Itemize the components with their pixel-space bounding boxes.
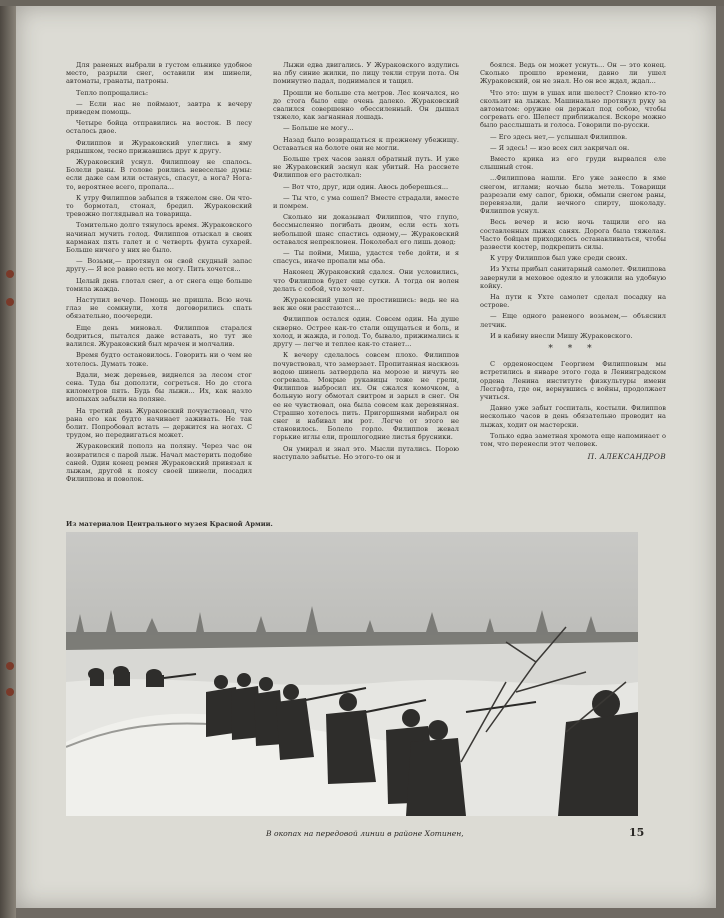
article-paragraph: — Ты пойми, Миша, удастся тебе дойти, и я спасусь, иначе пропали мы оба. [273, 249, 459, 266]
article-paragraph: Наступил вечер. Помощь не пришла. Всю ночь глаз не сомкнули, хотя договорились спать обязательно, поочереди. [66, 296, 252, 321]
article-paragraph: Томительно долго тянулось время. Жураковского начинал мучить голод. Филиппов отыскал в своих карманах пять галет и с четверть фунта сухарей. Больше ничего у них не было. [66, 221, 252, 255]
article-paragraph: Весь вечер и всю ночь тащили его на составленных лыжах санях. Дорога была тяжелая. Часто бойцам приходилось останавливаться, чтобы развести костер, подкрепить силы. [480, 218, 666, 252]
article-paragraph: боялся. Ведь он может уснуть... Он — это конец. Сколько прошло времени, давно ли ушел Жураковский, он не знал. Но он все ждал, ждал... [480, 61, 666, 86]
article-paragraph: Что это: шум в ушах или шелест? Словно кто-то скользит на лыжах. Машинально протянул руку за автоматом: оружие он держал под собою, чтобы согревать его. Шелест приближался. Вскоре можно было расслышать и голоса. Говорили по-русски. [480, 88, 666, 130]
article-paragraph: — Ты что, с ума сошел? Вместе страдали, вместе и помрем. [273, 193, 459, 211]
photo-source-credit: Из материалов Центрального музея Красной Армии. [66, 520, 273, 528]
article-paragraph: Для раненых выбрали в густом ельнике удобное место, разрыли снег, оставили им шинели, автоматы, гранаты, патроны. [66, 61, 252, 86]
article-paragraph: К вечеру сделалось совсем плохо. Филиппов почувствовал, что замерзает. Пропитанная насквозь водою шинель затвердела на морозе и ничуть не согревала. Мокрые рукавицы тоже не грели, Филиппов выбросил их. Он сжался комочком, а больную ногу обмотал свитром и зарыл в снег. Он ее не чувствовал, она была совсем как деревянная. Страшно хотелось пить. Пригоршнями набирал он снег и набивал им рот. Легче от этого не становилось. Болело горло. Филиппов жевал горькие иглы ели, прошлогодние листья брусники. [273, 351, 459, 442]
article-paragraph: — Его здесь нет,— услышал Филиппов. [490, 132, 628, 141]
article-paragraph: — Еще одного раненого возьмем,— объяснил летчик. [480, 312, 666, 329]
epilogue-text [480, 360, 666, 448]
article-paragraph: На третий день Жураковский почувствовал, что рана его как будто начинает заживать. Не так болит. Попробовал встать — держится на ногах. С трудом, но передвигаться может. [66, 406, 252, 440]
article-paragraph: Жураковский ушел не простившись: ведь не на век же они расстаются... [273, 296, 459, 313]
page-number: 15 [629, 826, 645, 839]
article-paragraph: Четыре бойца отправились на восток. В лесу осталось двое. [66, 119, 252, 136]
article-paragraph: ...Филиппова нашли. Его уже занесло в яме снегом, иглами; ночью была метель. Товарищи разрезали ему сапог, брюки, обмыли снегом раны, перевязали, дали нечного спирту, шоколаду. Филиппов уснул. [480, 174, 666, 216]
article-paragraph: Лыжи едва двигались. У Жураковского вздулись на лбу синие жилки, по лицу текли струи пота. Он поминутно падал, поднимался и тащил. [273, 61, 459, 86]
magazine-page [16, 6, 716, 908]
article-paragraph: Филиппов и Жураковский улеглись в яму рядышком, тесно прижавшись друг к другу. [66, 138, 252, 155]
article-paragraph: Целый день глотал снег, а от снега еще больше томила жажда. [66, 276, 252, 293]
article-paragraph: Сколько ни доказывал Филиппов, что глупо, бессмысленно погибать двоим, если есть хоть небольшой шанс спастись одному,— Жураковский оставался непреклонен. Поколебал его лишь довод: [273, 213, 459, 246]
article-paragraph: — Я здесь! — изо всех сил закричал он. [490, 143, 630, 152]
photo-caption: В окопах на передовой линии в районе Хотинен, [266, 829, 464, 838]
article-paragraph: Назад было возвращаться к прежнему убежищу. Оставаться на болоте они не могли. [273, 135, 459, 152]
article-paragraph: Жураковский пополз на поляну. Через час он возвратился с парой лыж. Начал мастерить подобие саней. Один конец ремня Жураковский привязал к лыжам, другой к поясу своей шинели, посадил Филиппова и поволок. [66, 442, 252, 484]
staple-hole [6, 662, 14, 670]
article-column-2 [273, 61, 459, 516]
author-signature: П. АЛЕКСАНДРОВ [587, 452, 666, 462]
article-paragraph: Он умирал и знал это. Мысли путались. Порою наступало забытье. Но этого-то он и [273, 444, 459, 461]
article-column-3 [480, 61, 666, 516]
article-paragraph: Вместо крика из его груди вырвался еле слышный стон. [480, 155, 666, 172]
trench-photo-illustration [66, 532, 638, 816]
article-paragraph: Филиппов остался один. Совсем один. На душе скверно. Острее как-то стали ощущаться и боль, и холод, и жажда, и голод. То, бывало, прижимались к другу — легче и теплее как-то станет... [273, 315, 459, 349]
article-paragraph: С орденоносцем Георгием Филипповым мы встретились в январе этого года в Ленинградском ордена Ленина институте физкультуры имени Лесгафта, где он, вернувшись с войны, продолжает учиться. [480, 360, 666, 401]
article-paragraph: К утру Филиппов был уже среди своих. [490, 254, 628, 263]
article-paragraph: — Больше не могу... [283, 124, 354, 133]
war-photograph [66, 532, 638, 816]
staple-hole [6, 688, 14, 696]
article-paragraph: Время будто остановилось. Говорить ни о чем не хотелось. Думать тоже. [66, 351, 252, 368]
article-paragraph: На пути к Ухте самолет сделал посадку на острове. [480, 293, 666, 310]
article-paragraph: Только едва заметная хромота еще напоминает о том, что перенесли этот человек. [480, 431, 666, 448]
article-paragraph: — Вот что, друг, иди один. Авось доберешься... [283, 182, 449, 191]
article-paragraph: Давно уже забыт госпиталь, костыли. Филиппов несколько часов в день обязательно проводит на лыжах, ходит он мастерски. [480, 404, 666, 429]
article-paragraph: Из Ухты прибыл санитарный самолет. Филиппова завернули в меховое одеяло и уложили на удобную койку. [480, 265, 666, 290]
article-paragraph: К утру Филиппов забылся в тяжелом сне. Он что-то бормотал, стонал, бредил. Жураковский тревожно поглядывал на товарища. [66, 193, 252, 219]
article-column-1 [66, 61, 252, 516]
article-paragraph: И в кабину внесли Мишу Жураковского. [490, 331, 633, 340]
article-paragraph: Больше трех часов занял обратный путь. И уже не Жураковский заснул как убитый. На рассвете Филиппов его растолкал: [273, 155, 459, 180]
article-paragraph: — Возьми,— протянул он свой скудный запас другу.— Я все равно есть не могу. Пить хочется... [66, 257, 252, 274]
article-paragraph: Вдали, меж деревьев, виднелся за лесом стог сена. Туда бы доползти, согреться. Но до стога километров пять. Будь бы лыжи... Их, как назло впопыхах забыли на поляне. [66, 370, 252, 404]
column-3-text [480, 61, 666, 340]
section-separator: * * * [548, 344, 598, 355]
article-paragraph: Прошли не больше ста метров. Лес кончался, но до стога было еще очень далеко. Жураковский свалился совершенно обессиленный. Он дышал тяжело, как загнанная лошадь. [273, 88, 459, 122]
staple-hole [6, 270, 14, 278]
article-paragraph: — Если нас не поймают, завтра к вечеру приведем помощь. [66, 99, 252, 117]
article-paragraph: Тепло попрощались: [76, 88, 149, 97]
article-columns [66, 61, 666, 516]
article-paragraph: Жураковский уснул. Филиппову не спалось. Болели раны. В голове роились невеселые думы: если даже сам или останусь, спасут, а нога? Нога-то, вероятнее всего, пропала... [66, 158, 252, 191]
staple-hole [6, 298, 14, 306]
binding-spine [0, 0, 16, 918]
article-paragraph: Наконец Жураковский сдался. Они условились, что Филиппов будет еще сутки. А тогда он волен делать с собой, что хочет. [273, 268, 459, 293]
article-paragraph: Еще день миновал. Филиппов старался бодриться, пытался даже вставать, но тут же валился. Жураковский был мрачен и молчалив. [66, 323, 252, 349]
